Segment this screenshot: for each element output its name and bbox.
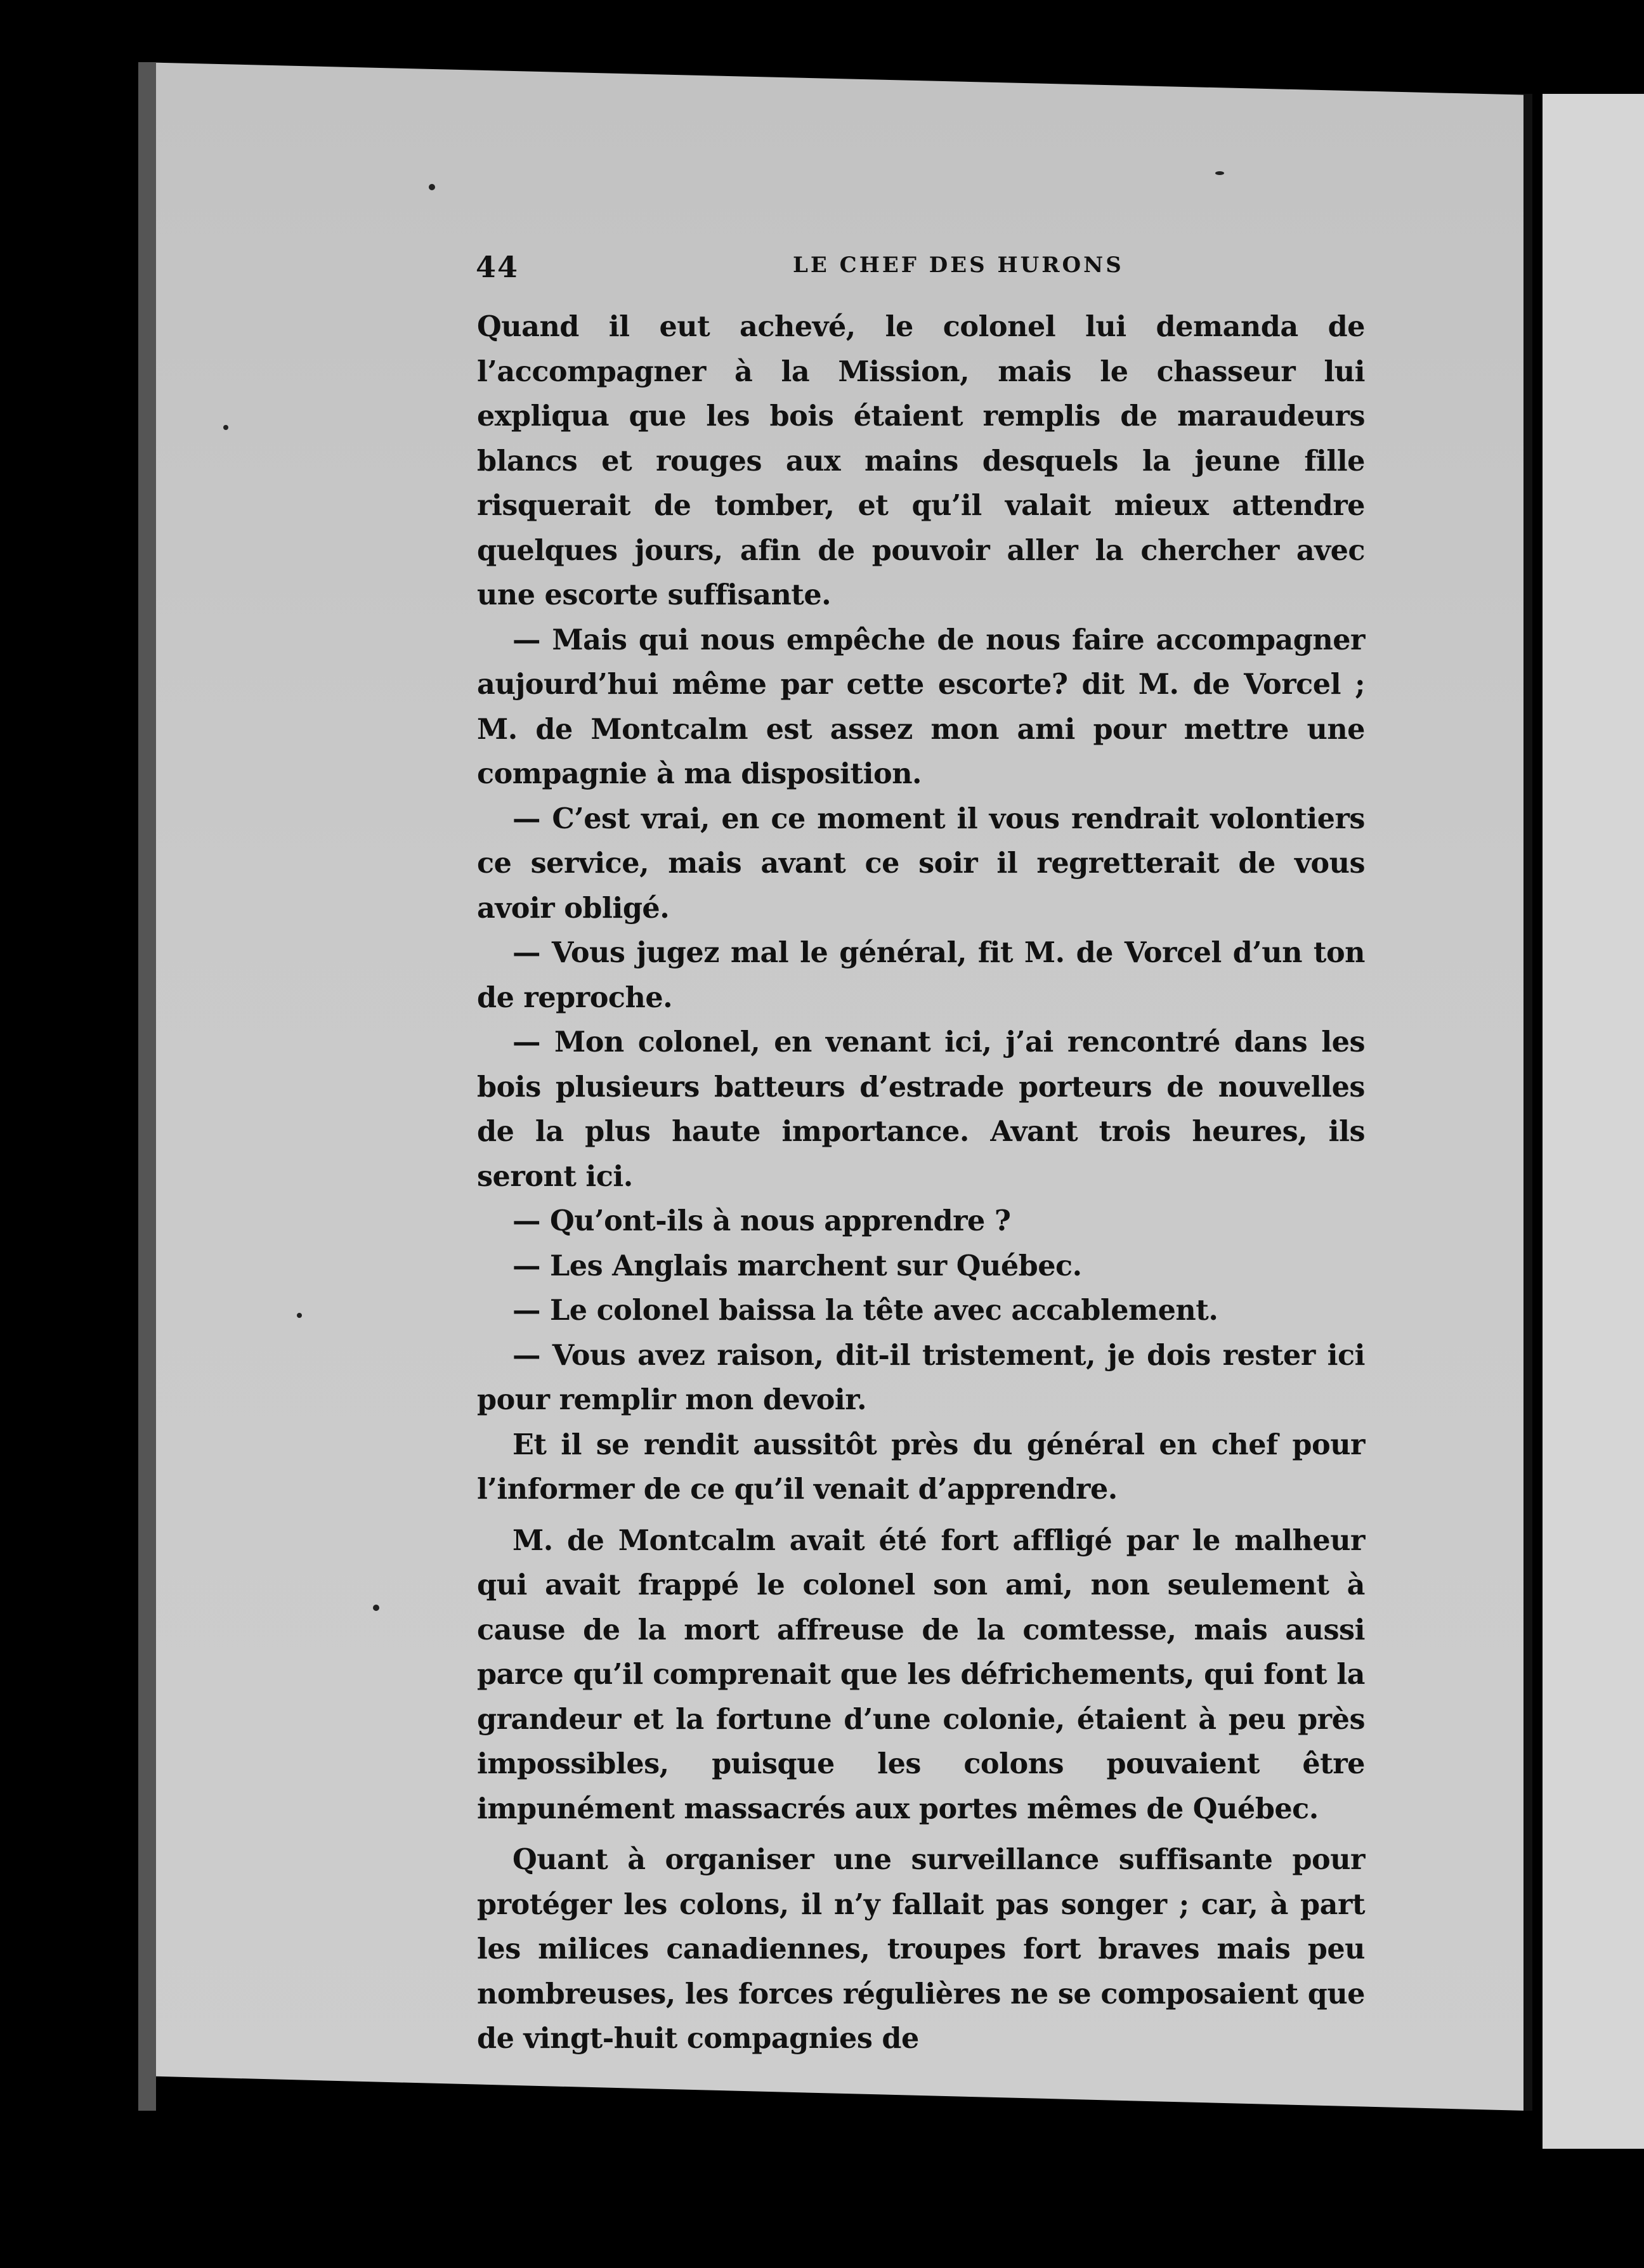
paragraph: — Mais qui nous empêche de nous faire accompagner aujourd’hui même par cette escorte? dit M. de Vorcel ; M. de Montcalm est assez mon ami pour mettre une compagnie à ma disposition.: [477, 623, 1365, 790]
paragraph: M. de Montcalm avait été fort affligé par le malheur qui avait frappé le colonel son ami, non seulement à cause de la mort affreuse de la comtesse, mais aussi parce qu’il comprenait que les défrichements, qui font la grandeur et la fortune d’une colonie, étaient à peu près impossibles, puisque les colons pouvaient être impunément massacrés aux portes mêmes de Québec.: [477, 1523, 1365, 1825]
page-number: 44: [476, 250, 519, 284]
paragraph: — Vous jugez mal le général, fit M. de Vorcel d’un ton de reproche.: [477, 936, 1365, 1014]
scan-speck: [223, 425, 228, 430]
scan-speck: [373, 1605, 379, 1611]
paragraph: Et il se rendit aussitôt près du général en chef pour l’informer de ce qu’il venait d’apprendre.: [477, 1428, 1365, 1506]
paragraph: — Les Anglais marchent sur Québec.: [512, 1249, 1082, 1282]
scan-speck: [1215, 171, 1224, 175]
scan-speck: [429, 184, 435, 190]
paragraph: Quand il eut achevé, le colonel lui demanda de l’accompagner à la Mission, mais le chasseur lui expliqua que les bois étaient remplis de maraudeurs blancs et rouges aux mains desquels la jeune fille risquerait de tomber, et qu’il valait mieux attendre quelques jours, afin de pouvoir aller la chercher avec une escorte suffisante.: [477, 310, 1365, 611]
page-gutter-shadow: [1523, 94, 1532, 2111]
paragraph: — Vous avez raison, dit-il tristement, je dois rester ici pour remplir mon devoir.: [477, 1338, 1365, 1416]
paragraph: — Qu’ont-ils à nous apprendre ?: [512, 1204, 1011, 1237]
book-title: LE CHEF DES HURONS: [793, 252, 1124, 278]
facing-page-edge: [1543, 94, 1644, 2149]
running-head: [476, 250, 1364, 288]
paragraph: Quant à organiser une surveillance suffisante pour protéger les colons, il n’y fallait pas songer ; car, à part les milices canadiennes, troupes fort braves mais peu nombreuses, les forces régulières ne se composaient que de vingt-huit compagnies de: [477, 1843, 1365, 2055]
paragraph: — Mon colonel, en venant ici, j’ai rencontré dans les bois plusieurs batteurs d’estrade porteurs de nouvelles de la plus haute importance. Avant trois heures, ils seront ici.: [477, 1026, 1365, 1193]
scan-speck: [297, 1313, 302, 1318]
page-left-edge: [138, 62, 156, 2111]
paragraph: — C’est vrai, en ce moment il vous rendrait volontiers ce service, mais avant ce soir il regretterait de vous avoir obligé.: [477, 802, 1365, 925]
body-text: [477, 304, 1365, 2061]
paragraph: — Le colonel baissa la tête avec accablement.: [512, 1294, 1218, 1327]
